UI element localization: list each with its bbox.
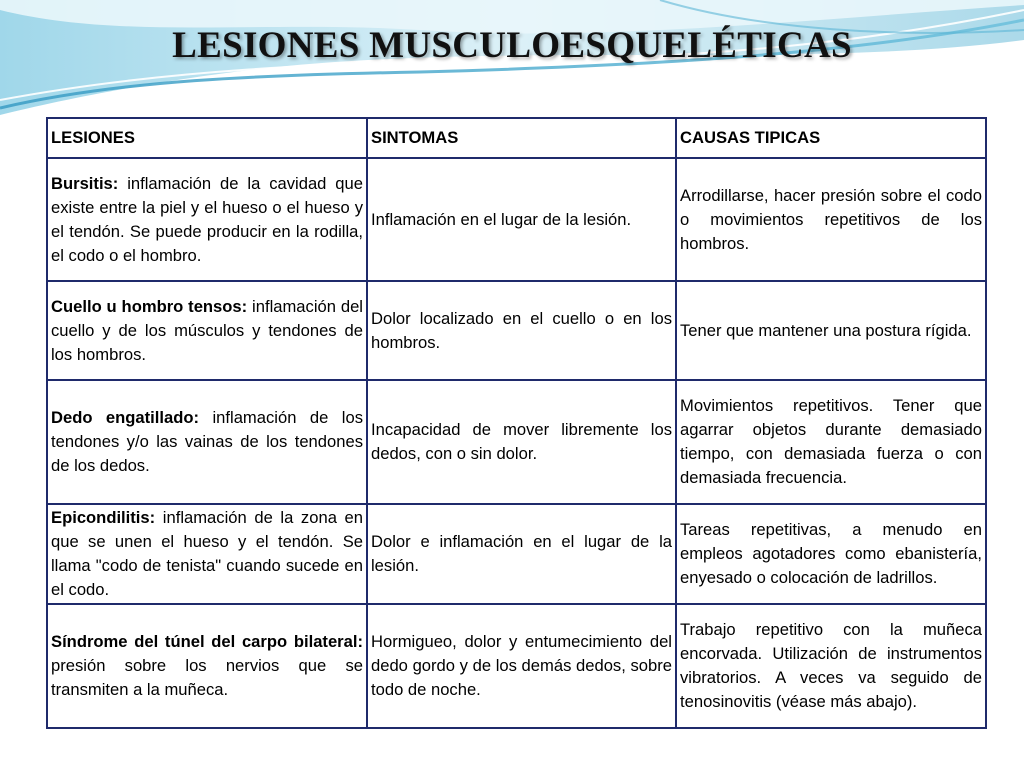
table-header-row xyxy=(47,118,986,158)
lesion-description: inflamación del cuello y de los músculos y tendones de los hombros. xyxy=(51,296,363,364)
lesion-description: inflamación de los tendones y/o las vainas de los tendones de los dedos. xyxy=(51,408,363,475)
lesion-description: presión sobre los nervios que se transmiten a la muñeca. xyxy=(51,656,363,699)
header-lesiones: LESIONES xyxy=(47,118,367,158)
lesion-name: Epicondilitis: xyxy=(51,508,156,527)
lesion-name: Bursitis: xyxy=(51,173,119,193)
header-sintomas: SINTOMAS xyxy=(367,118,676,158)
injuries-table xyxy=(46,117,987,729)
causas-cell: Tener que mantener una postura rígida. xyxy=(676,281,986,380)
table-row xyxy=(47,158,986,281)
lesion-description: inflamación de la zona en que se unen el hueso y el tendón. Se llama "codo de tenista" cuando sucede en el codo. xyxy=(51,508,363,599)
causas-cell: Movimientos repetitivos. Tener que agarrar objetos durante demasiado tiempo, con demasiada fuerza o con demasiada frecuencia. xyxy=(676,380,986,504)
slide-title: LESIONES MUSCULOESQUELÉTICAS xyxy=(172,25,852,66)
lesion-cell xyxy=(47,380,367,504)
lesion-description: inflamación de la cavidad que existe entre la piel y el hueso o el hueso y el tendón. Se puede producir en la rodilla, el codo o el hombro. xyxy=(51,173,363,265)
lesion-name: Cuello u hombro tensos: xyxy=(51,296,248,316)
lesion-cell xyxy=(47,604,367,728)
sintomas-cell: Dolor e inflamación en el lugar de la lesión. xyxy=(367,504,676,604)
sintomas-cell: Inflamación en el lugar de la lesión. xyxy=(367,158,676,281)
header-causas: CAUSAS TIPICAS xyxy=(676,118,986,158)
table-row xyxy=(47,504,986,604)
lesion-cell xyxy=(47,504,367,604)
table-row xyxy=(47,604,986,728)
sintomas-cell: Dolor localizado en el cuello o en los hombros. xyxy=(367,281,676,380)
sintomas-cell: Incapacidad de mover libremente los dedos, con o sin dolor. xyxy=(367,380,676,504)
table-row xyxy=(47,281,986,380)
sintomas-cell: Hormigueo, dolor y entumecimiento del dedo gordo y de los demás dedos, sobre todo de noche. xyxy=(367,604,676,728)
lesion-cell xyxy=(47,158,367,281)
causas-cell: Trabajo repetitivo con la muñeca encorvada. Utilización de instrumentos vibratorios. A veces va seguido de tenosinovitis (véase más abajo). xyxy=(676,604,986,728)
causas-cell: Tareas repetitivas, a menudo en empleos agotadores como ebanistería, enyesado o colocación de ladrillos. xyxy=(676,504,986,604)
lesion-cell xyxy=(47,281,367,380)
lesion-name: Síndrome del túnel del carpo bilateral: xyxy=(51,632,363,651)
lesion-name: Dedo engatillado: xyxy=(51,408,200,427)
causas-cell: Arrodillarse, hacer presión sobre el codo o movimientos repetitivos de los hombros. xyxy=(676,158,986,281)
table-row xyxy=(47,380,986,504)
